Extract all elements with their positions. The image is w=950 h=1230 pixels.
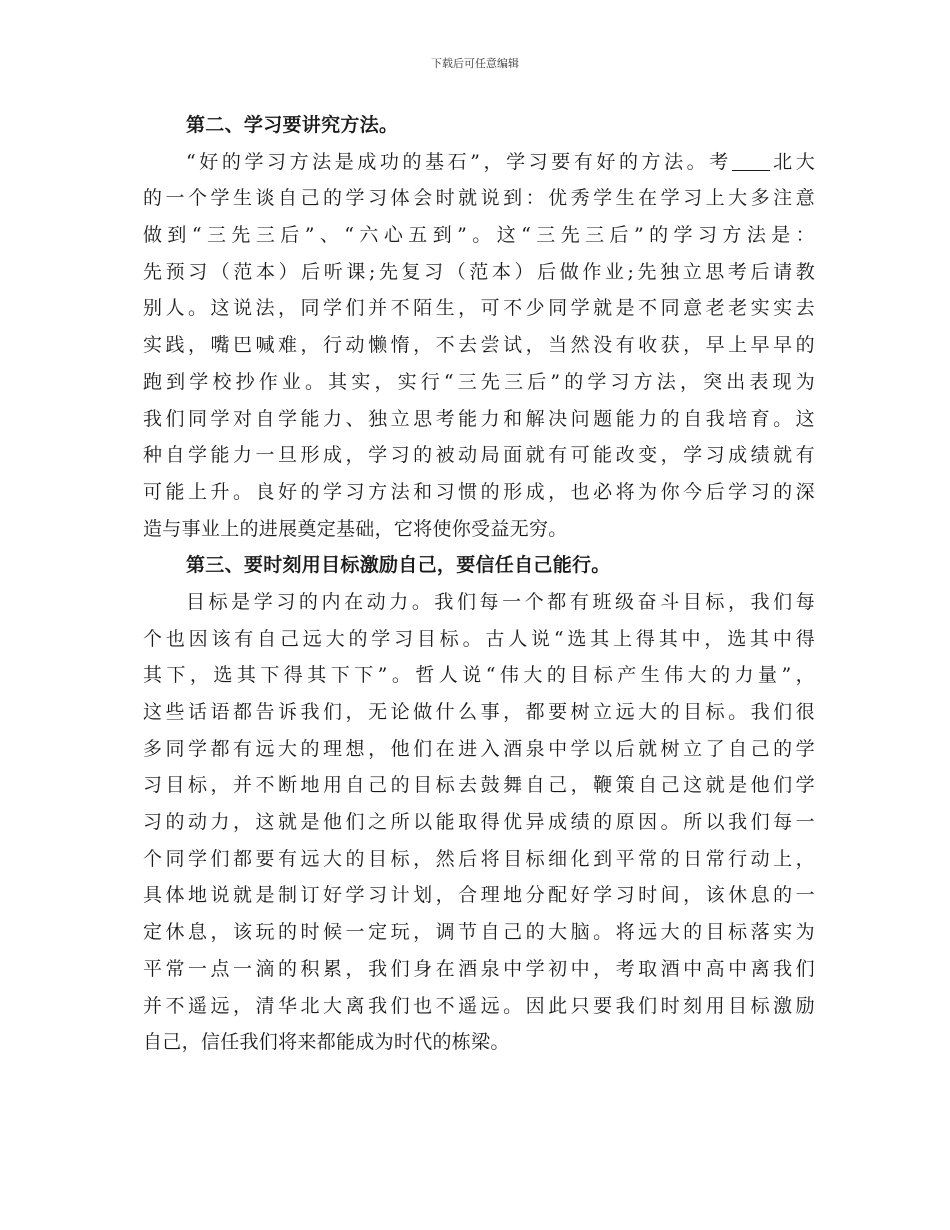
paragraph-line: 习目标，并不断地用自己的目标去鼓舞自己，鞭策自己这就是他们学: [143, 774, 815, 797]
paragraph-line: 个同学们都要有远大的目标，然后将目标细化到平常的日常行动上，: [143, 847, 815, 870]
paragraph-line: 目标是学习的内在动力。我们每一个都有班级奋斗目标，我们每: [186, 590, 815, 613]
paragraph-line: 可能上升。良好的学习方法和习惯的形成，也必将为你今后学习的深: [143, 480, 815, 503]
paragraph-line: 实践，嘴巴喊难，行动懒惰，不去尝试，当然没有收获，早上早早的: [143, 334, 815, 357]
paragraph-line: 个也因该有自己远大的学习目标。古人说“选其上得其中，选其中得: [143, 627, 815, 650]
paragraph-line: 我们同学对自学能力、独立思考能力和解决问题能力的自我培育。这: [143, 407, 815, 430]
paragraph-line: 多同学都有远大的理想，他们在进入酒泉中学以后就树立了自己的学: [143, 737, 815, 760]
section-heading: 第二、学习要讲究方法。: [186, 114, 399, 136]
text-run: “好的学习方法是成功的基石”，学习要有好的方法。考: [186, 150, 732, 173]
paragraph-line: 其下，选其下得其下下”。哲人说“伟大的目标产生伟大的力量”，: [143, 664, 815, 687]
paragraph-line: 并不遥远，清华北大离我们也不遥远。因此只要我们时刻用目标激励: [143, 994, 815, 1017]
paragraph-line: 自己，信任我们将来都能成为时代的栋梁。: [143, 1031, 510, 1054]
paragraph-line: [143, 144, 815, 181]
paragraph-line: 习的动力，这就是他们之所以能取得优异成绩的原因。所以我们每一: [143, 811, 815, 834]
fill-blank: [732, 150, 770, 171]
paragraph-line: 别人。这说法，同学们并不陌生，可不少同学就是不同意老老实实去: [143, 297, 815, 320]
paragraph-line: 的一个学生谈自己的学习体会时就说到：优秀学生在学习上大多注意: [143, 187, 815, 210]
paragraph-line: 具体地说就是制订好学习计划，合理地分配好学习时间，该休息的一: [143, 884, 815, 907]
paragraph-line: 这些话语都告诉我们，无论做什么事，都要树立远大的目标。我们很: [143, 701, 815, 723]
paragraph-line: 平常一点一滴的积累，我们身在酒泉中学初中，考取酒中高中离我们: [143, 957, 815, 980]
page-header: 下载后可任意编辑: [431, 57, 519, 70]
paragraph-line: 做到“三先三后”、“六心五到”。这“三先三后”的学习方法是：: [143, 224, 815, 247]
paragraph-line: 先预习（范本）后听课;先复习（范本）后做作业;先独立思考后请教: [143, 260, 815, 283]
document-body: [143, 107, 815, 1061]
text-run: 北大: [769, 150, 815, 173]
paragraph-line: 跑到学校抄作业。其实，实行“三先三后”的学习方法，突出表现为: [143, 370, 815, 393]
paragraph-line: 种自学能力一旦形成，学习的被动局面就有可能改变，学习成绩就有: [143, 444, 815, 467]
paragraph-line: 造与事业上的进展奠定基础，它将使你受益无穷。: [143, 517, 568, 540]
paragraph-line: 定休息，该玩的时候一定玩，调节自己的大脑。将远大的目标落实为: [143, 921, 815, 944]
section-heading: 第三、要时刻用目标激励自己，要信任自己能行。: [186, 554, 611, 577]
